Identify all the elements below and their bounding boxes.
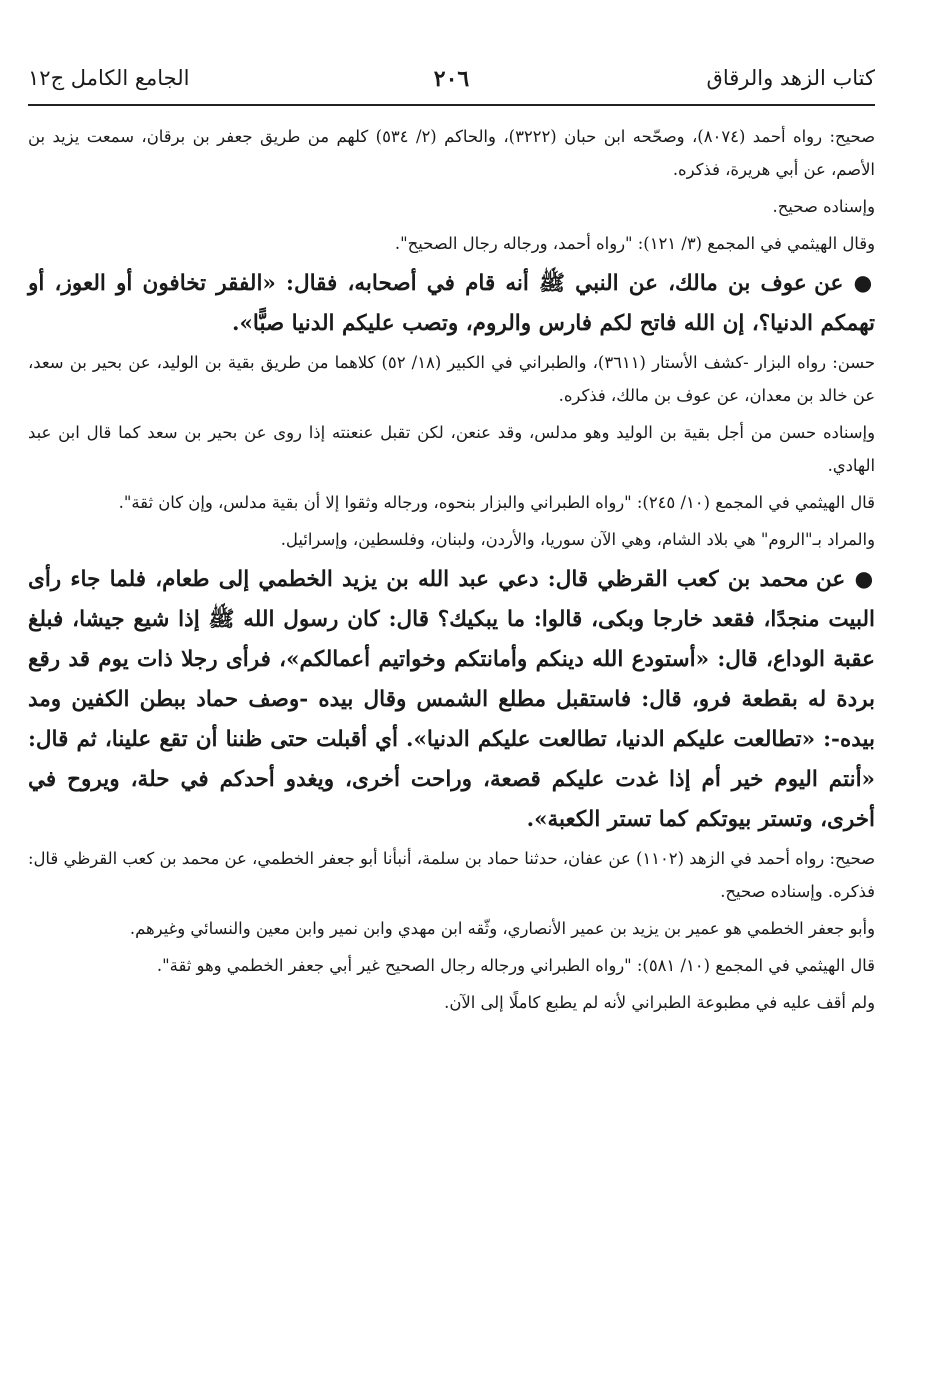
takhrij-note: صحيح: رواه أحمد في الزهد (١١٠٢) عن عفان، حدثنا حماد بن سلمة، أنبأنا أبو جعفر الخطمي، عن محمد بن كعب القرظي قال: فذكره. وإسناده صحيح.: [28, 849, 875, 901]
takhrij-note: والمراد بـ"الروم" هي بلاد الشام، وهي الآن سوريا، والأردن، ولبنان، وفلسطين، وإسرائيل.: [280, 530, 875, 549]
series-title: الجامع الكامل ج١٢: [28, 66, 190, 90]
page-body: [28, 120, 875, 1019]
takhrij-note: قال الهيثمي في المجمع (١٠/ ٢٤٥): "رواه الطبراني والبزار بنحوه، ورجاله وثقوا إلا أن بقية مدلس، وإن كان ثقة".: [118, 493, 875, 512]
running-header: [28, 58, 875, 106]
takhrij-note: صحيح: رواه أحمد (٨٠٧٤)، وصحّحه ابن حبان (٣٢٢٢)، والحاكم (٢/ ٥٣٤) كلهم من طريق جعفر بن برقان، سمعت يزيد بن الأصم، عن أبي هريرة، فذكره.: [28, 127, 876, 179]
takhrij-note: وأبو جعفر الخطمي هو عمير بن يزيد بن عمير الأنصاري، وثّقه ابن مهدي وابن نمير وابن معين والنسائي وغيرهم.: [129, 919, 875, 938]
takhrij-note: وقال الهيثمي في المجمع (٣/ ١٢١): "رواه أحمد، ورجاله رجال الصحيح".: [394, 234, 875, 253]
takhrij-note: حسن: رواه البزار -كشف الأستار (٣٦١١)، والطبراني في الكبير (١٨/ ٥٢) كلاهما من طريق بقية بن الوليد، عن بحير بن سعد، عن خالد بن معدان، عن عوف بن مالك، فذكره.: [28, 353, 875, 405]
hadith-text: ● عن محمد بن كعب القرظي قال: دعي عبد الله بن يزيد الخطمي إلى طعام، فلما جاء رأى البيت منجدًا، فقعد خارجا وبكى، قالوا: ما يبكيك؟ قال: كان رسول الله ﷺ إذا شيع جيشا، فبلغ عقبة الوداع، قال: «أستودع الله دينكم وأمانتكم وخواتيم أعمالكم»، فرأى رجلا ذات يوم قد رقع بردة له بقطعة فرو، قال: فاستقبل مطلع الشمس وقال بيده -وصف حماد ببطن الكفين ومد بيده-: «تطالعت عليكم الدنيا، تطالعت عليكم الدنيا». أي أقبلت حتى ظننا أن تقع علينا، ثم قال: «أنتم اليوم خير أم إذا غدت عليكم قصعة، وراحت أخرى، ويغدو أحدكم في حلة، ويروح في أخرى، وتستر بيوتكم كما تستر الكعبة».: [28, 567, 875, 832]
takhrij-note: وإسناده صحيح.: [772, 197, 875, 216]
takhrij-note: قال الهيثمي في المجمع (١٠/ ٥٨١): "رواه الطبراني ورجاله رجال الصحيح غير أبي جعفر الخطمي وهو ثقة".: [156, 956, 875, 975]
takhrij-note: وإسناده حسن من أجل بقية بن الوليد وهو مدلس، وقد عنعن، لكن تقبل عنعنته إذا روى عن بحير بن سعد كما قال ابن عبد الهادي.: [28, 423, 875, 475]
book-page: [28, 58, 875, 1340]
hadith-text: ● عن عوف بن مالك، عن النبي ﷺ أنه قام في أصحابه، فقال: «الفقر تخافون أو العوز، أو تهمكم الدنيا؟، إن الله فاتح لكم فارس والروم، وتصب عليكم الدنيا صبًّا».: [28, 271, 875, 336]
bullet-icon: ●: [854, 567, 875, 592]
book-title: كتاب الزهد والرقاق: [706, 66, 875, 90]
takhrij-note: ولم أقف عليه في مطبوعة الطبراني لأنه لم يطبع كاملًا إلى الآن.: [444, 993, 875, 1012]
page-number: ٢٠٦: [433, 66, 470, 92]
bullet-icon: ●: [853, 271, 875, 296]
